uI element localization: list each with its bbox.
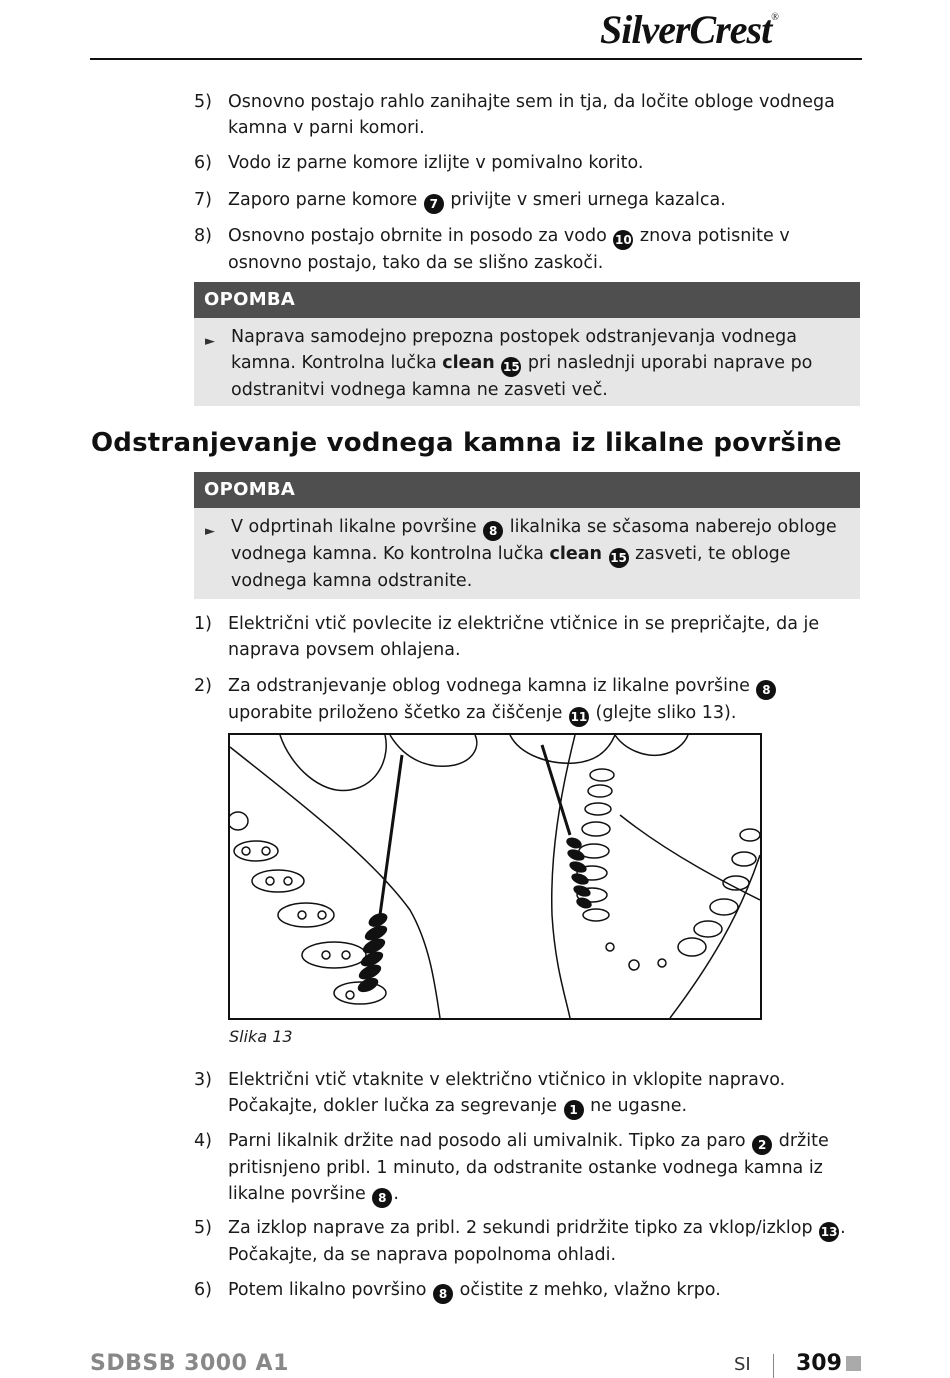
part-number-badge: 8 xyxy=(483,521,503,541)
part-number-badge: 2 xyxy=(752,1135,772,1155)
part-number-badge: 8 xyxy=(372,1188,392,1208)
part-number-badge: 10 xyxy=(613,230,633,250)
step-item xyxy=(194,611,854,663)
step-number: 5) xyxy=(194,1218,212,1238)
step-text: Za izklop naprave za pribl. 2 sekundi pridržite tipko za vklop/izklop 13 . Počakajte, da se naprava popolnoma ohladi. xyxy=(228,1218,846,1265)
footer-language: SI xyxy=(734,1354,751,1375)
step-number: 4) xyxy=(194,1131,212,1151)
step-text: Potem likalno površino 8 očistite z mehko, vlažno krpo. xyxy=(228,1277,854,1304)
part-number-badge: 13 xyxy=(819,1222,839,1242)
step-item xyxy=(194,223,854,276)
step-number: 6) xyxy=(194,1280,212,1300)
note-heading: OPOMBA xyxy=(194,282,860,318)
step-number: 1) xyxy=(194,614,212,634)
arrow-bullet-icon: ► xyxy=(205,334,215,349)
footer-model: SDBSB 3000 A1 xyxy=(90,1351,289,1376)
section-title: Odstranjevanje vodnega kamna iz likalne površine xyxy=(91,428,842,458)
footer-separator xyxy=(773,1354,774,1378)
note-heading: OPOMBA xyxy=(194,472,860,508)
step-number: 6) xyxy=(194,153,212,173)
step-item xyxy=(194,187,854,214)
brand-name: SilverCrest xyxy=(600,7,772,52)
step-text: Električni vtič povlecite iz električne vtičnice in se prepričajte, da je naprava povsem ohlajena. xyxy=(228,614,820,660)
note-text: V odprtinah likalne površine 8 likalnika se sčasoma naberejo obloge vodnega kamna. Ko kontrolna lučka clean 15 zasveti, te obloge vodnega kamna odstranite. xyxy=(231,517,837,591)
step-item xyxy=(194,150,854,176)
indicator-name: clean xyxy=(442,353,495,373)
page-number: 309 xyxy=(796,1351,842,1376)
step-number: 7) xyxy=(194,190,212,210)
figure-illustration xyxy=(228,733,762,1020)
step-item xyxy=(194,1067,854,1120)
registered-mark: ® xyxy=(771,12,778,23)
step-number: 3) xyxy=(194,1070,212,1090)
figure-caption: Slika 13 xyxy=(229,1027,293,1046)
brand-logo xyxy=(600,6,862,50)
step-text: Električni vtič vtaknite v električno vtičnico in vklopite napravo. Počakajte, dokler lučka za segrevanje 1 ne ugasne. xyxy=(228,1067,854,1120)
part-number-badge: 1 xyxy=(564,1100,584,1120)
step-item xyxy=(194,89,854,141)
note-box xyxy=(194,472,860,599)
part-number-badge: 7 xyxy=(424,194,444,214)
part-number-badge: 15 xyxy=(501,357,521,377)
note-body xyxy=(194,318,860,409)
step-item xyxy=(194,673,854,727)
step-text: Vodo iz parne komore izlijte v pomivalno korito. xyxy=(228,153,644,173)
step-text: Osnovno postajo rahlo zanihajte sem in tja, da ločite obloge vodnega kamna v parni komori. xyxy=(228,92,835,138)
indicator-name: clean xyxy=(549,544,602,564)
part-number-badge: 8 xyxy=(433,1284,453,1304)
page-square-icon xyxy=(846,1356,861,1371)
note-text: Naprava samodejno prepozna postopek odstranjevanja vodnega kamna. Kontrolna lučka clean 15 pri naslednji uporabi naprave po odstranitvi vodnega kamna ne zasveti več. xyxy=(231,327,813,400)
note-body xyxy=(194,508,860,600)
step-text: Parni likalnik držite nad posodo ali umivalnik. Tipko za paro 2 držite pritisnjeno pribl. 1 minuto, da odstranite ostanke vodnega kamna iz likalne površine 8 . xyxy=(228,1128,854,1208)
step-item xyxy=(194,1128,854,1208)
arrow-bullet-icon: ► xyxy=(205,524,215,539)
part-number-badge: 11 xyxy=(569,707,589,727)
cleaning-brush-illustration xyxy=(230,735,760,1018)
step-number: 8) xyxy=(194,226,212,246)
step-text: Osnovno postajo obrnite in posodo za vodo 10 znova potisnite v osnovno postajo, tako da se slišno zaskoči. xyxy=(228,226,790,273)
part-number-badge: 8 xyxy=(756,680,776,700)
step-item xyxy=(194,1277,854,1304)
step-text: Zaporo parne komore 7 privijte v smeri urnega kazalca. xyxy=(228,187,854,214)
part-number-badge: 15 xyxy=(609,548,629,568)
step-item xyxy=(194,1215,854,1268)
step-number: 5) xyxy=(194,92,212,112)
header-rule xyxy=(90,58,862,60)
step-number: 2) xyxy=(194,676,212,696)
note-box xyxy=(194,282,860,406)
step-text: Za odstranjevanje oblog vodnega kamna iz likalne površine 8 uporabite priloženo ščetko za čiščenje 11 (glejte sliko 13). xyxy=(228,673,854,727)
